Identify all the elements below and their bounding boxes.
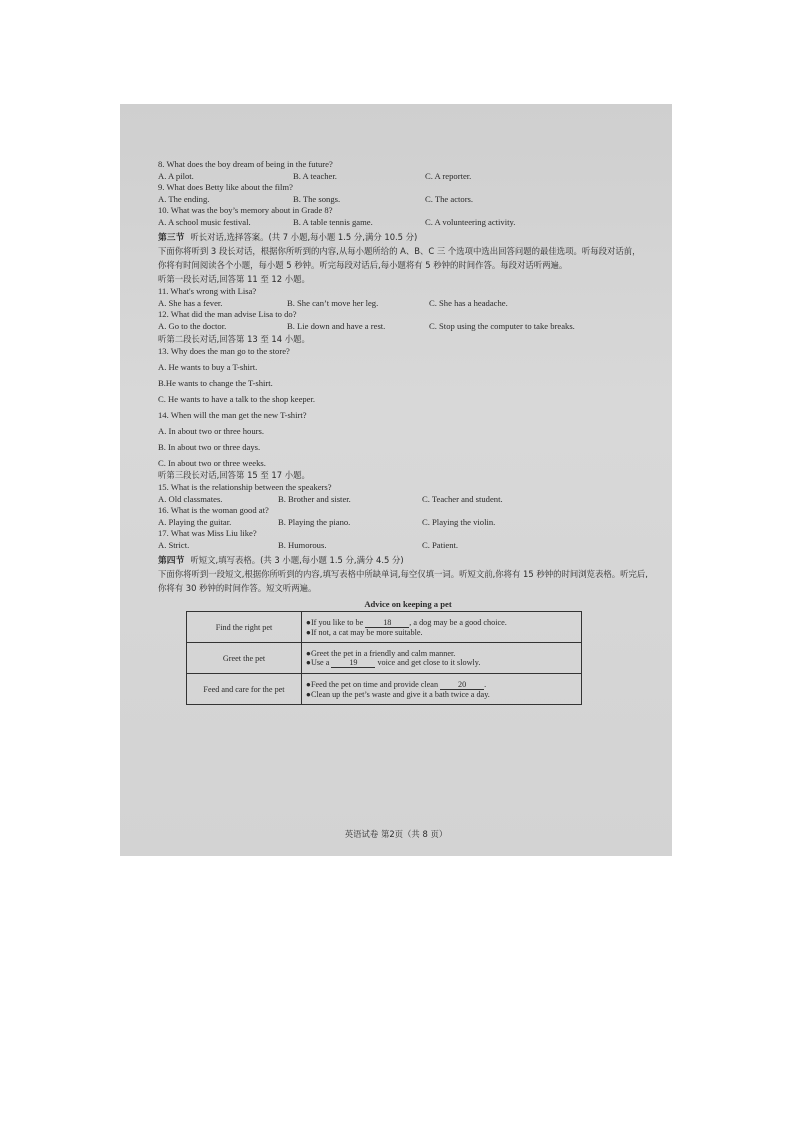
section-3-instructions: 下面你将听到 3 段长对话，根据你所听到的内容,从每小题所给的 A、B、C 三 个选项中选出回答问题的最佳选项。听每段对话前，你将有时间阅读各个小题，每小题 5 秒钟。听完每段对话后,每小题将有 5 秒钟的时间作答。每段对话听两遍。 xyxy=(158,246,641,270)
blank-20: 20 xyxy=(440,680,484,690)
question-12 xyxy=(158,309,648,332)
option-a: A. He wants to buy a T-shirt. xyxy=(158,362,258,372)
option-a: A. Go to the doctor. xyxy=(158,321,227,331)
question-17 xyxy=(158,528,648,551)
option-c: C. She has a headache. xyxy=(429,298,508,308)
blank-19: 19 xyxy=(331,658,375,668)
question-stem: 8. What does the boy dream of being in the future? xyxy=(158,159,333,169)
dialogue-group-2: 听第二段长对话,回答第 13 至 14 小题。 xyxy=(158,334,310,344)
row-label: Find the right pet xyxy=(187,612,302,643)
table-row xyxy=(187,643,582,674)
option-b: B. In about two or three days. xyxy=(158,442,261,452)
question-stem: 10. What was the boy’s memory about in Grade 8? xyxy=(158,205,333,215)
options-row xyxy=(158,515,648,528)
options-row xyxy=(158,215,648,228)
section-title: 第三节 xyxy=(158,232,185,242)
option-b: B. A table tennis game. xyxy=(293,217,373,227)
question-11 xyxy=(158,286,648,309)
option-b: B. Brother and sister. xyxy=(278,494,351,504)
section-4-heading xyxy=(158,553,648,567)
section-desc: 听短文,填写表格。(共 3 小题,每小题 1.5 分,满分 4.5 分) xyxy=(190,555,404,565)
text: ●If not, a cat may be more suitable. xyxy=(306,627,423,637)
option-a: A. Strict. xyxy=(158,540,190,550)
option-a: A. A school music festival. xyxy=(158,217,251,227)
option-c: C. Playing the violin. xyxy=(422,517,496,527)
option-c: C. Patient. xyxy=(422,540,459,550)
options-row xyxy=(158,169,648,182)
option-c: C. Teacher and student. xyxy=(422,494,503,504)
question-stem: 16. What is the woman good at? xyxy=(158,505,269,515)
question-stem: 12. What did the man advise Lisa to do? xyxy=(158,309,297,319)
page-footer: 英语试卷 第2页（共 8 页） xyxy=(344,829,448,839)
dialogue-group-3: 听第三段长对话,回答第 15 至 17 小题。 xyxy=(158,470,310,480)
exam-page xyxy=(120,104,672,856)
row-content xyxy=(302,612,582,643)
text: ●Feed the pet on time and provide clean xyxy=(306,679,439,689)
option-c: C. The actors. xyxy=(425,194,474,204)
option-c: C. Stop using the computer to take breaks. xyxy=(429,321,575,331)
question-stem: 11. What's wrong with Lisa? xyxy=(158,286,257,296)
text: voice and get close to it slowly. xyxy=(377,657,481,667)
option-b: B. Lie down and have a rest. xyxy=(287,321,386,331)
table-row xyxy=(187,612,582,643)
option-b: B. Humorous. xyxy=(278,540,327,550)
option-a: A. In about two or three hours. xyxy=(158,426,264,436)
question-stem: 13. Why does the man go to the store? xyxy=(158,346,290,356)
question-14 xyxy=(158,410,648,468)
question-stem: 15. What is the relationship between the speakers? xyxy=(158,482,332,492)
options-row xyxy=(158,492,648,505)
question-9 xyxy=(158,182,648,205)
option-c: C. In about two or three weeks. xyxy=(158,458,266,468)
option-b: B.He wants to change the T-shirt. xyxy=(158,378,273,388)
options-row xyxy=(158,296,648,309)
dialogue-group-1: 听第一段长对话,回答第 11 至 12 小题。 xyxy=(158,274,310,284)
question-stem: 14. When will the man get the new T-shirt? xyxy=(158,410,307,420)
row-label: Feed and care for the pet xyxy=(187,674,302,705)
text: ●Use a xyxy=(306,657,330,667)
section-4-instructions: 下面你将听到一段短文,根据你所听到的内容,填写表格中所缺单词,每空仅填一词。听短文前,你将有 15 秒钟的时间浏览表格。听完后,你将有 30 秒钟的时间作答。短文听两遍。 xyxy=(158,569,648,593)
text: ●Greet the pet in a friendly and calm manner. xyxy=(306,648,456,658)
question-15 xyxy=(158,482,648,505)
question-16 xyxy=(158,505,648,528)
blank-18: 18 xyxy=(365,618,409,628)
text: ●Clean up the pet’s waste and give it a bath twice a day. xyxy=(306,689,490,699)
option-a: A. Playing the guitar. xyxy=(158,517,232,527)
question-stem: 17. What was Miss Liu like? xyxy=(158,528,257,538)
option-a: A. Old classmates. xyxy=(158,494,223,504)
option-a: A. A pilot. xyxy=(158,171,194,181)
text: , a dog may be a good choice. xyxy=(409,617,507,627)
section-desc: 听长对话,选择答案。(共 7 小题,每小题 1.5 分,满分 10.5 分) xyxy=(190,232,418,242)
table-title: Advice on keeping a pet xyxy=(364,599,452,609)
section-title: 第四节 xyxy=(158,555,185,565)
option-b: B. She can’t move her leg. xyxy=(287,298,379,308)
question-10 xyxy=(158,205,648,228)
row-content xyxy=(302,643,582,674)
option-a: A. The ending. xyxy=(158,194,210,204)
question-stem: 9. What does Betty like about the film? xyxy=(158,182,293,192)
options-row xyxy=(158,538,648,551)
option-b: B. The songs. xyxy=(293,194,341,204)
option-c: C. A reporter. xyxy=(425,171,472,181)
section-3-heading xyxy=(158,230,648,244)
option-c: C. He wants to have a talk to the shop keeper. xyxy=(158,394,316,404)
options-row xyxy=(158,319,648,332)
text: ●If you like to be xyxy=(306,617,364,627)
row-content xyxy=(302,674,582,705)
table-row xyxy=(187,674,582,705)
option-b: B. Playing the piano. xyxy=(278,517,351,527)
option-b: B. A teacher. xyxy=(293,171,337,181)
question-8 xyxy=(158,159,648,182)
text: . xyxy=(484,679,487,689)
question-13 xyxy=(158,346,648,404)
row-label: Greet the pet xyxy=(187,643,302,674)
options-row xyxy=(158,192,648,205)
option-a: A. She has a fever. xyxy=(158,298,223,308)
option-c: C. A volunteering activity. xyxy=(425,217,516,227)
advice-table xyxy=(186,611,582,705)
